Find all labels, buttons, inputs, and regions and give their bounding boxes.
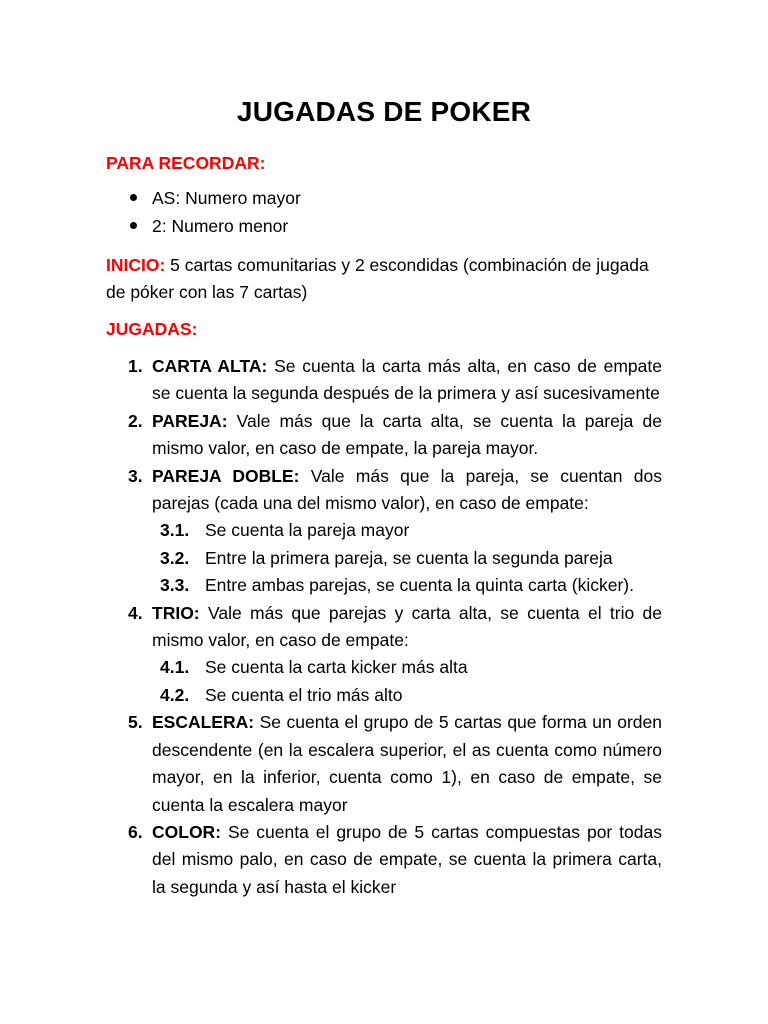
play-number: 5. xyxy=(128,712,143,733)
play-number: 6. xyxy=(128,821,143,842)
play-item xyxy=(128,600,662,655)
play-description: Se cuenta el grupo de 5 cartas que forma un orden descendente (en la escalera superior, el as cuenta como número mayor, en la inferior, cuenta como 1), en caso de empate, se cuenta la escalera mayor xyxy=(152,712,662,815)
sub-item xyxy=(128,572,662,599)
start-label: INICIO: xyxy=(106,255,166,275)
sub-number: 4.2. xyxy=(160,684,190,705)
sub-number: 4.1. xyxy=(160,657,190,678)
play-name: COLOR: xyxy=(152,821,222,842)
list-item: AS: Numero mayor xyxy=(128,184,301,212)
list-item: 2: Numero menor xyxy=(128,212,301,240)
play-item xyxy=(128,353,662,408)
play-number: 4. xyxy=(128,602,143,623)
start-paragraph xyxy=(106,252,666,306)
play-name: CARTA ALTA: xyxy=(152,356,268,376)
sub-number: 3.3. xyxy=(160,575,190,596)
play-name: ESCALERA: xyxy=(152,712,255,733)
plays-label: JUGADAS: xyxy=(106,319,198,339)
start-text: 5 cartas comunitarias y 2 escondidas (combinación de jugada de póker con las 7 cartas) xyxy=(106,255,649,302)
play-number: 3. xyxy=(128,465,143,486)
sub-text: Se cuenta la pareja mayor xyxy=(205,520,410,541)
reminder-label: PARA RECORDAR: xyxy=(106,153,266,173)
sub-item xyxy=(128,545,662,572)
play-name: TRIO: xyxy=(152,602,200,623)
play-item xyxy=(128,709,662,819)
play-description: Se cuenta el grupo de 5 cartas compuestas por todas del mismo palo, en caso de empate, se cuenta la primera carta, la segunda y así hasta el kicker xyxy=(152,821,662,897)
sub-number: 3.1. xyxy=(160,520,190,541)
play-description: Vale más que la pareja, se cuentan dos parejas (cada una del mismo valor), en caso de empate: xyxy=(152,465,663,514)
play-item xyxy=(128,408,662,463)
sub-text: Se cuenta el trio más alto xyxy=(205,684,403,705)
sub-item xyxy=(128,517,662,544)
play-description: Vale más que la carta alta, se cuenta la pareja de mismo valor, en caso de empate, la pareja mayor. xyxy=(152,410,662,459)
reminder-list xyxy=(128,184,301,240)
sub-number: 3.2. xyxy=(160,547,190,568)
sub-item xyxy=(128,682,662,709)
play-item xyxy=(128,819,662,901)
play-description: Se cuenta la carta más alta, en caso de empate se cuenta la segunda después de la primera y así sucesivamente xyxy=(152,356,662,404)
page-title: JUGADAS DE POKER xyxy=(236,96,532,127)
play-number: 2. xyxy=(128,410,143,431)
play-name: PAREJA: xyxy=(152,410,228,431)
play-description: Vale más que parejas y carta alta, se cuenta el trio de mismo valor, en caso de empate: xyxy=(152,602,662,651)
plays-list xyxy=(128,353,662,901)
sub-item xyxy=(128,654,662,681)
play-number: 1. xyxy=(128,356,143,376)
play-item xyxy=(128,463,662,518)
sub-text: Entre ambas parejas, se cuenta la quinta carta (kicker). xyxy=(205,575,634,596)
sub-text: Entre la primera pareja, se cuenta la segunda pareja xyxy=(205,547,613,568)
sub-text: Se cuenta la carta kicker más alta xyxy=(205,657,468,678)
play-name: PAREJA DOBLE: xyxy=(152,465,300,486)
